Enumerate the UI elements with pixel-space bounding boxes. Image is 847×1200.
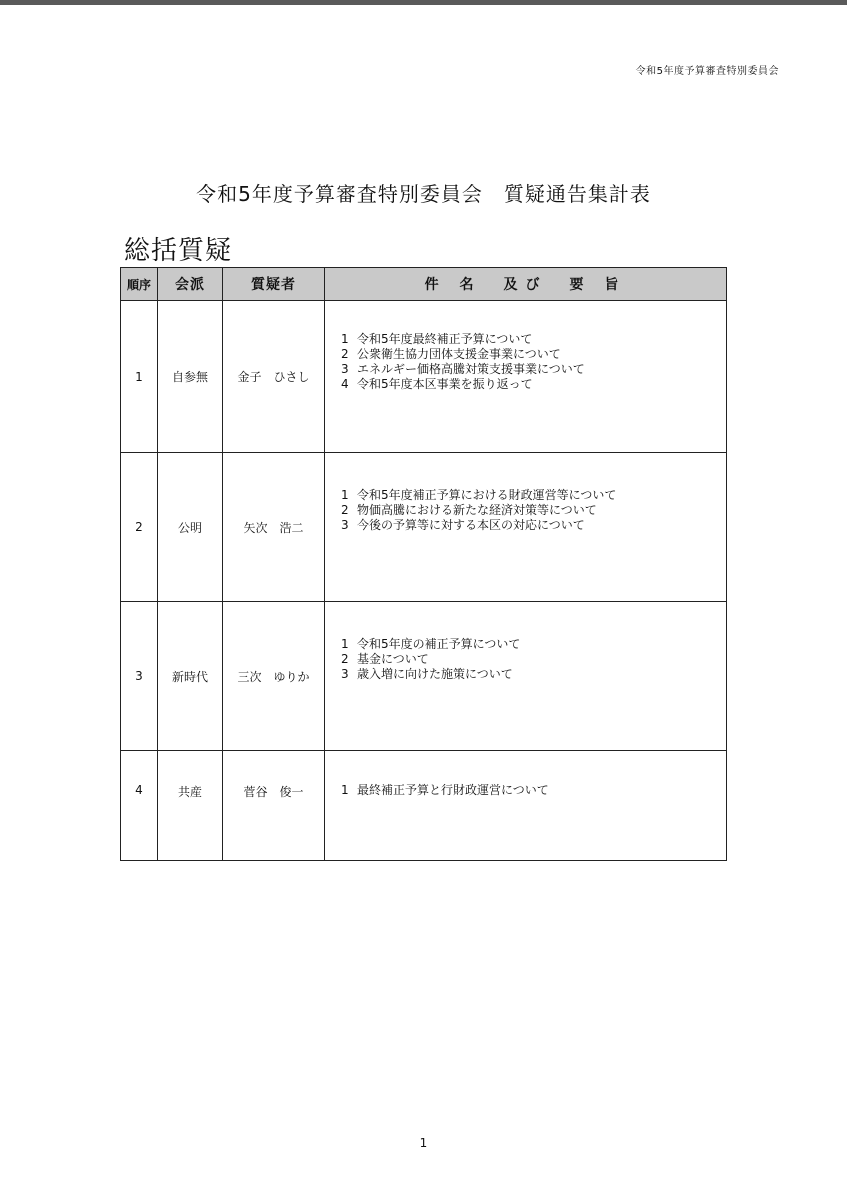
topic-number: 2	[341, 652, 349, 666]
topic-text: 令和5年度本区事業を振り返って	[357, 377, 533, 391]
page-top-edge	[0, 0, 847, 5]
topic-text: 物価高騰における新たな経済対策等について	[357, 503, 597, 517]
order-cell: 4	[121, 751, 158, 861]
table-row	[121, 453, 727, 602]
topic-text: 令和5年度の補正予算について	[357, 637, 521, 651]
party-cell: 公明	[158, 453, 223, 602]
questioner-cell: 金子 ひさし	[223, 301, 325, 453]
topics-list	[341, 488, 726, 533]
topic-item	[341, 503, 726, 518]
table-row	[121, 751, 727, 861]
table-row	[121, 301, 727, 453]
topic-text: 基金について	[357, 652, 429, 666]
topics-cell	[325, 453, 727, 602]
order-cell: 3	[121, 602, 158, 751]
topic-item	[341, 332, 726, 347]
question-summary-table	[120, 267, 727, 861]
party-cell: 新時代	[158, 602, 223, 751]
header-party: 会派	[158, 268, 223, 301]
topic-item	[341, 783, 726, 798]
topic-item	[341, 667, 726, 682]
table-header-row	[121, 268, 727, 301]
header-subject: 件 名 及び 要 旨	[325, 268, 727, 301]
topic-item	[341, 377, 726, 392]
topic-number: 1	[341, 783, 349, 797]
questioner-cell: 菅谷 俊一	[223, 751, 325, 861]
party-cell: 共産	[158, 751, 223, 861]
header-questioner: 質疑者	[223, 268, 325, 301]
questioner-cell: 矢次 浩二	[223, 453, 325, 602]
topic-number: 1	[341, 637, 349, 651]
topic-item	[341, 518, 726, 533]
topic-text: 今後の予算等に対する本区の対応について	[357, 518, 585, 532]
topics-cell	[325, 301, 727, 453]
party-cell: 自参無	[158, 301, 223, 453]
topic-number: 2	[341, 503, 349, 517]
topic-number: 4	[341, 377, 349, 391]
topic-text: 公衆衛生協力団体支援金事業について	[357, 347, 561, 361]
page-number: 1	[419, 1136, 428, 1150]
topic-number: 3	[341, 518, 349, 532]
topic-number: 1	[341, 332, 349, 346]
topics-list	[341, 637, 726, 682]
topic-item	[341, 347, 726, 362]
topic-text: エネルギー価格高騰対策支援事業について	[357, 362, 585, 376]
topic-text: 令和5年度最終補正予算について	[357, 332, 533, 346]
table-row	[121, 602, 727, 751]
topic-text: 最終補正予算と行財政運営について	[357, 783, 549, 797]
topic-text: 歳入増に向けた施策について	[357, 667, 513, 681]
topic-item	[341, 652, 726, 667]
section-heading: 総括質疑	[124, 236, 233, 266]
topic-text: 令和5年度補正予算における財政運営等について	[357, 488, 617, 502]
topic-item	[341, 488, 726, 503]
topics-list	[341, 783, 726, 798]
running-header: 令和5年度予算審査特別委員会	[635, 66, 779, 77]
order-cell: 2	[121, 453, 158, 602]
topic-number: 3	[341, 667, 349, 681]
document-title: 令和5年度予算審査特別委員会 質疑通告集計表	[196, 182, 651, 206]
order-cell: 1	[121, 301, 158, 453]
questioner-cell: 三次 ゆりか	[223, 602, 325, 751]
header-order: 順序	[121, 268, 158, 301]
topic-number: 1	[341, 488, 349, 502]
topic-number: 2	[341, 347, 349, 361]
topics-cell	[325, 602, 727, 751]
topic-item	[341, 362, 726, 377]
topics-list	[341, 332, 726, 392]
topic-number: 3	[341, 362, 349, 376]
topics-cell	[325, 751, 727, 861]
topic-item	[341, 637, 726, 652]
